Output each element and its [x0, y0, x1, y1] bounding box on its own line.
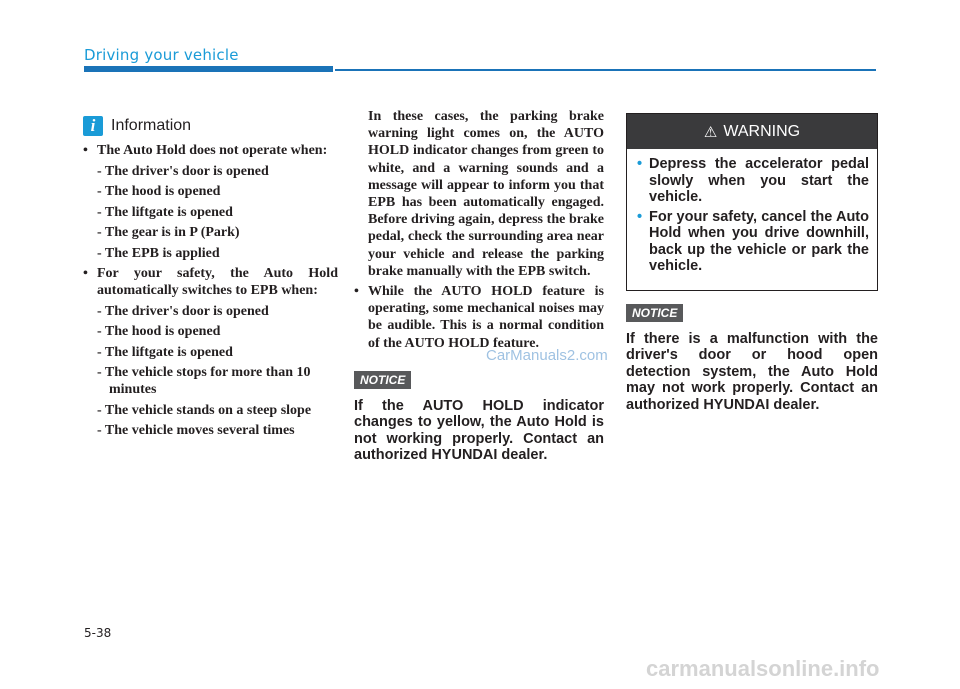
- info-bullet-2: • For your safety, the Auto Hold automatically switches to EPB when:: [83, 265, 338, 299]
- header-rule-thick: [84, 66, 333, 72]
- info-icon: i: [83, 116, 103, 136]
- watermark: CarManuals2.com: [486, 347, 608, 364]
- page-number: 5-38: [84, 626, 112, 640]
- warning-title: WARNING: [723, 122, 801, 140]
- info-item: - The driver's door is opened: [97, 303, 269, 319]
- info-item: - The liftgate is opened: [97, 204, 233, 220]
- info-item: - The vehicle stops for more than 10 minutes: [97, 365, 311, 398]
- header-rule-thin: [335, 69, 876, 71]
- notice-badge: NOTICE: [626, 304, 683, 322]
- information-title: Information: [111, 117, 192, 134]
- footer-watermark: carmanualsonline.info: [646, 656, 880, 681]
- information-heading: [83, 114, 338, 138]
- info-item: - The liftgate is opened: [97, 344, 233, 360]
- right-column: [626, 113, 878, 413]
- warning-box: [626, 113, 878, 291]
- warning-item: • Depress the accelerator pedal slowly when you start the vehicle.: [637, 156, 869, 206]
- notice-text: If there is a malfunction with the driver's door or hood open detection system, the Auto Hold may not work properly. Contact an authorized HYUNDAI dealer.: [626, 330, 878, 413]
- noise-bullet: • While the AUTO HOLD feature is operating, some mechanical noises may be audible. This is a normal condition of the AUTO HOLD feature.: [354, 283, 604, 352]
- info-item: - The driver's door is opened: [97, 163, 269, 179]
- notice-text: If the AUTO HOLD indicator changes to yellow, the Auto Hold is not working properly. Contact an authorized HYUNDAI dealer.: [354, 397, 604, 464]
- section-header: Driving your vehicle: [84, 46, 239, 64]
- info-item: - The EPB is applied: [97, 245, 220, 261]
- warning-item: • For your safety, cancel the Auto Hold when you drive downhill, back up the vehicle or park the vehicle.: [637, 209, 869, 275]
- info-item: - The hood is opened: [97, 324, 221, 340]
- information-body: [83, 142, 338, 440]
- notice-badge: NOTICE: [354, 371, 411, 389]
- info-item: - The hood is opened: [97, 184, 221, 199]
- info-item: - The vehicle moves several times: [97, 423, 295, 439]
- info-item: - The vehicle stands on a steep slope: [97, 402, 312, 418]
- info-item: - The gear is in P (Park): [97, 225, 240, 240]
- warning-triangle-icon: ⚠: [703, 123, 718, 141]
- continuation-paragraph: In these cases, the parking brake warning light comes on, the AUTO HOLD indicator changes from green to white, and a warning sounds and a message will appear to inform you that EPB has been automatically engaged. Before driving again, depress the brake pedal, check the surrounding area near your vehicle and release the parking brake manually with the EPB switch.: [368, 109, 604, 279]
- warning-header: [627, 114, 877, 149]
- warning-body: [627, 149, 877, 290]
- info-bullet-1: • The Auto Hold does not operate when:: [83, 142, 338, 159]
- middle-column: [354, 108, 604, 464]
- information-column: [83, 114, 338, 440]
